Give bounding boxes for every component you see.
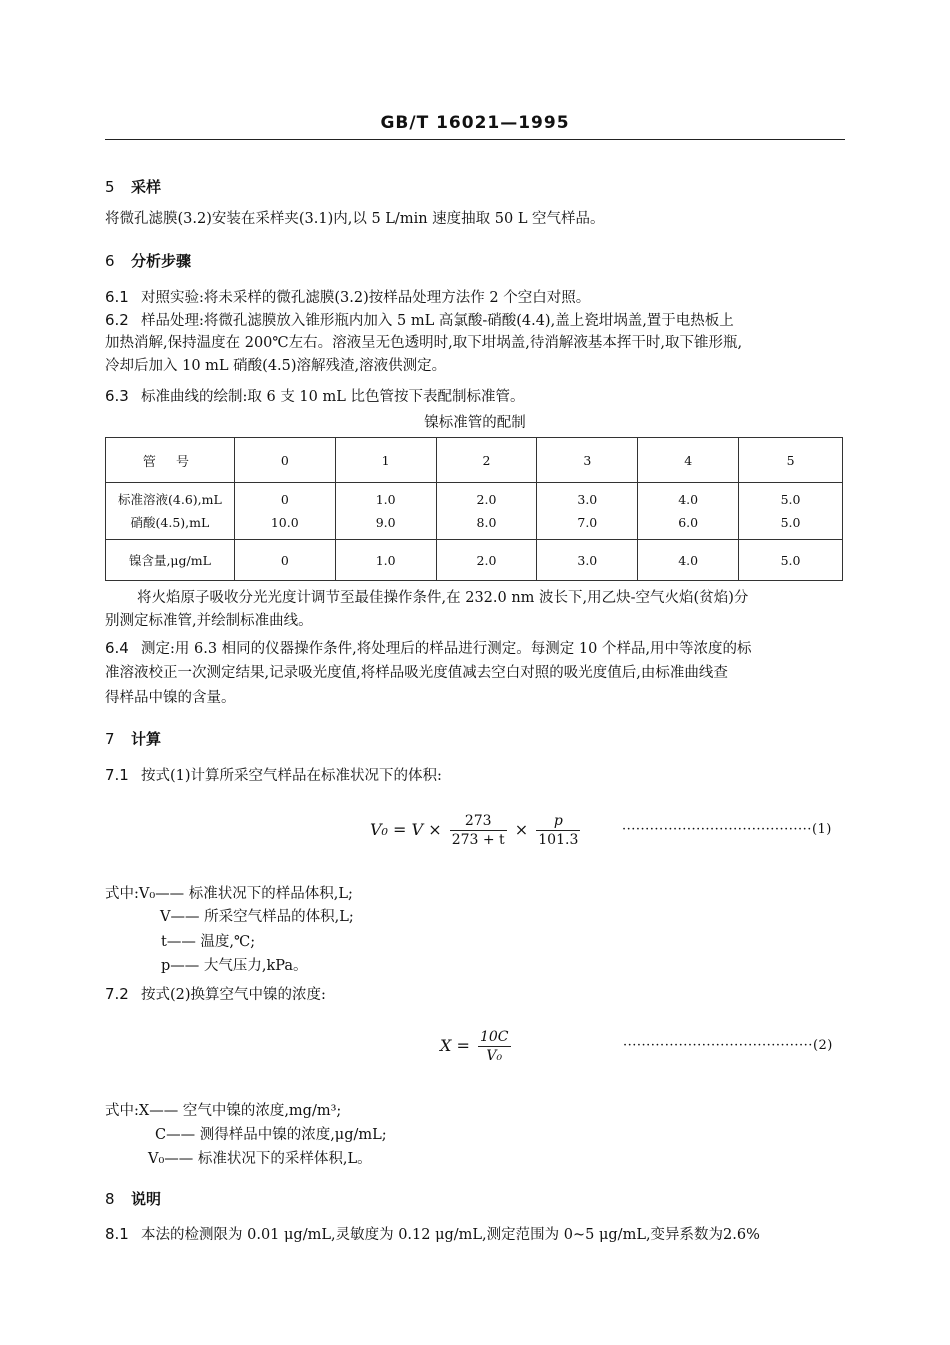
section-5-heading	[105, 176, 161, 197]
tube-number-cell: 3	[537, 438, 638, 483]
clause-text: 按式(1)计算所采空气样品在标准状况下的体积:	[141, 768, 442, 784]
clause-7-2	[105, 983, 326, 1006]
denominator: 101.3	[538, 832, 579, 848]
row-label-cell: 镍含量,μg/mL	[106, 540, 235, 581]
fraction	[450, 812, 507, 849]
section-6-heading	[105, 250, 191, 271]
variable-definition: t—— 温度,℃;	[161, 934, 256, 950]
equation-label: (1)	[811, 822, 832, 837]
fraction	[536, 812, 580, 849]
standard-number-header: GB/T 16021—1995	[380, 113, 570, 133]
section-number: 6	[105, 252, 115, 270]
clause-6-4-line-2: 准溶液校正一次测定结果,记录吸光度值,将样品吸光度值减去空白对照的吸光度值后,由标准曲线查	[105, 665, 728, 681]
clause-number: 7.2	[105, 985, 129, 1003]
denominator: V₀	[486, 1048, 503, 1064]
variable-definition: 式中:X—— 空气中镍的浓度,mg/m³;	[105, 1103, 342, 1119]
variable-definition: 式中:V₀—— 标准状况下的样品体积,L;	[105, 886, 353, 902]
section-number: 7	[105, 730, 115, 748]
value-cell: 3.0	[537, 540, 638, 581]
value-cell	[537, 483, 638, 540]
instrument-paragraph-line-1: 将火焰原子吸收分光光度计调节至最佳操作条件,在 232.0 nm 波长下,用乙炔-空气火焰(贫焰)分	[137, 590, 749, 606]
clause-text: 测定:用 6.3 相同的仪器操作条件,将处理后的样品进行测定。每测定 10 个样品,用中等浓度的标	[141, 641, 752, 657]
numerator: p	[536, 812, 580, 831]
tube-number-cell: 5	[739, 438, 843, 483]
value: 9.0	[375, 515, 396, 530]
tube-number-cell: 1	[335, 438, 436, 483]
value: 6.0	[678, 515, 699, 530]
clause-6-3	[105, 385, 524, 408]
header-rule	[105, 139, 845, 140]
value: 2.0	[476, 492, 497, 507]
row-label: 标准溶液(4.6),mL	[118, 492, 222, 507]
clause-number: 7.1	[105, 766, 129, 784]
clause-8-1	[105, 1223, 847, 1246]
value-cell	[335, 483, 436, 540]
formula-1	[370, 812, 583, 849]
row-label-cell	[106, 483, 235, 540]
formula-lhs: V₀ = V ×	[370, 820, 442, 839]
variable-definition: V—— 所采空气样品的体积,L;	[160, 909, 354, 925]
times-sign: ×	[514, 820, 529, 839]
value: 0	[280, 492, 289, 507]
section-8-heading	[105, 1188, 161, 1209]
value: 1.0	[375, 492, 396, 507]
section-number: 8	[105, 1190, 115, 1208]
value-cell: 4.0	[638, 540, 739, 581]
value-cell: 0	[234, 540, 335, 581]
clause-text: 标准曲线的绘制:取 6 支 10 mL 比色管按下表配制标准管。	[141, 389, 525, 405]
variable-definition: p—— 大气压力,kPa。	[161, 958, 308, 974]
equation-label: (2)	[812, 1038, 833, 1053]
value-cell: 1.0	[335, 540, 436, 581]
header-label-cell: 管 号	[106, 438, 235, 483]
value: 5.0	[780, 515, 801, 530]
value: 10.0	[270, 515, 299, 530]
nickel-standard-table	[105, 437, 843, 581]
value-cell: 5.0	[739, 540, 843, 581]
clause-number: 6.4	[105, 639, 129, 657]
value: 7.0	[577, 515, 598, 530]
value-cell	[234, 483, 335, 540]
table-title: 镍标准管的配制	[424, 415, 526, 431]
section-7-heading	[105, 728, 161, 749]
table-header-row	[106, 438, 843, 483]
clause-number: 6.3	[105, 387, 129, 405]
tube-number-cell: 4	[638, 438, 739, 483]
value-cell	[436, 483, 537, 540]
instrument-paragraph-line-2: 别测定标准管,并绘制标准曲线。	[105, 613, 313, 629]
value: 4.0	[678, 492, 699, 507]
denominator: 273 + t	[451, 832, 505, 848]
clause-7-1	[105, 764, 442, 787]
value: 5.0	[780, 492, 801, 507]
section-number: 5	[105, 178, 115, 196]
section-title: 计算	[131, 730, 162, 748]
table-row	[106, 540, 843, 581]
section-5-paragraph: 将微孔滤膜(3.2)安装在采样夹(3.1)内,以 5 L/min 速度抽取 50 L 空气样品。	[105, 211, 605, 227]
value-cell: 2.0	[436, 540, 537, 581]
tube-number-cell: 0	[234, 438, 335, 483]
clause-6-2-line-1	[105, 309, 734, 332]
clause-text: 对照实验:将未采样的微孔滤膜(3.2)按样品处理方法作 2 个空白对照。	[141, 290, 591, 306]
clause-6-1	[105, 286, 590, 309]
clause-number: 8.1	[105, 1225, 129, 1243]
clause-text: 本法的检测限为 0.01 μg/mL,灵敏度为 0.12 μg/mL,测定范围为 0~5 μg/mL,变异系数为2.6%	[141, 1227, 760, 1243]
numerator: 10C	[479, 1029, 509, 1045]
value-cell	[739, 483, 843, 540]
equation-number-1	[622, 822, 832, 837]
clause-number: 6.2	[105, 311, 129, 329]
clause-number: 6.1	[105, 288, 129, 306]
row-label: 硝酸(4.5),mL	[130, 515, 210, 530]
value-cell	[638, 483, 739, 540]
fraction	[478, 1028, 511, 1065]
leader-dots: ·········································	[623, 1038, 813, 1053]
clause-6-4-line-1	[105, 637, 752, 660]
equation-number-2	[623, 1038, 833, 1053]
clause-text: 样品处理:将微孔滤膜放入锥形瓶内加入 5 mL 高氯酸-硝酸(4.4),盖上瓷坩埚盖,置于电热板上	[141, 313, 734, 329]
value: 3.0	[577, 492, 598, 507]
clause-text: 按式(2)换算空气中镍的浓度:	[141, 987, 326, 1003]
formula-2	[440, 1028, 514, 1065]
numerator: 273	[450, 812, 507, 831]
clause-6-2-line-3: 冷却后加入 10 mL 硝酸(4.5)溶解残渣,溶液供测定。	[105, 358, 447, 374]
tube-number-cell: 2	[436, 438, 537, 483]
clause-6-2-line-2: 加热消解,保持温度在 200℃左右。溶液呈无色透明时,取下坩埚盖,待消解液基本挥干时,取下锥形瓶,	[105, 335, 743, 351]
formula-lhs: X =	[440, 1036, 470, 1055]
table-row	[106, 483, 843, 540]
value: 8.0	[476, 515, 497, 530]
section-title: 说明	[131, 1190, 162, 1208]
section-title: 采样	[131, 178, 162, 196]
section-title: 分析步骤	[131, 252, 192, 270]
clause-6-4-line-3: 得样品中镍的含量。	[105, 690, 236, 706]
variable-definition: C—— 测得样品中镍的浓度,μg/mL;	[155, 1127, 387, 1143]
leader-dots: ·········································	[622, 822, 812, 837]
variable-definition: V₀—— 标准状况下的采样体积,L。	[148, 1151, 372, 1167]
